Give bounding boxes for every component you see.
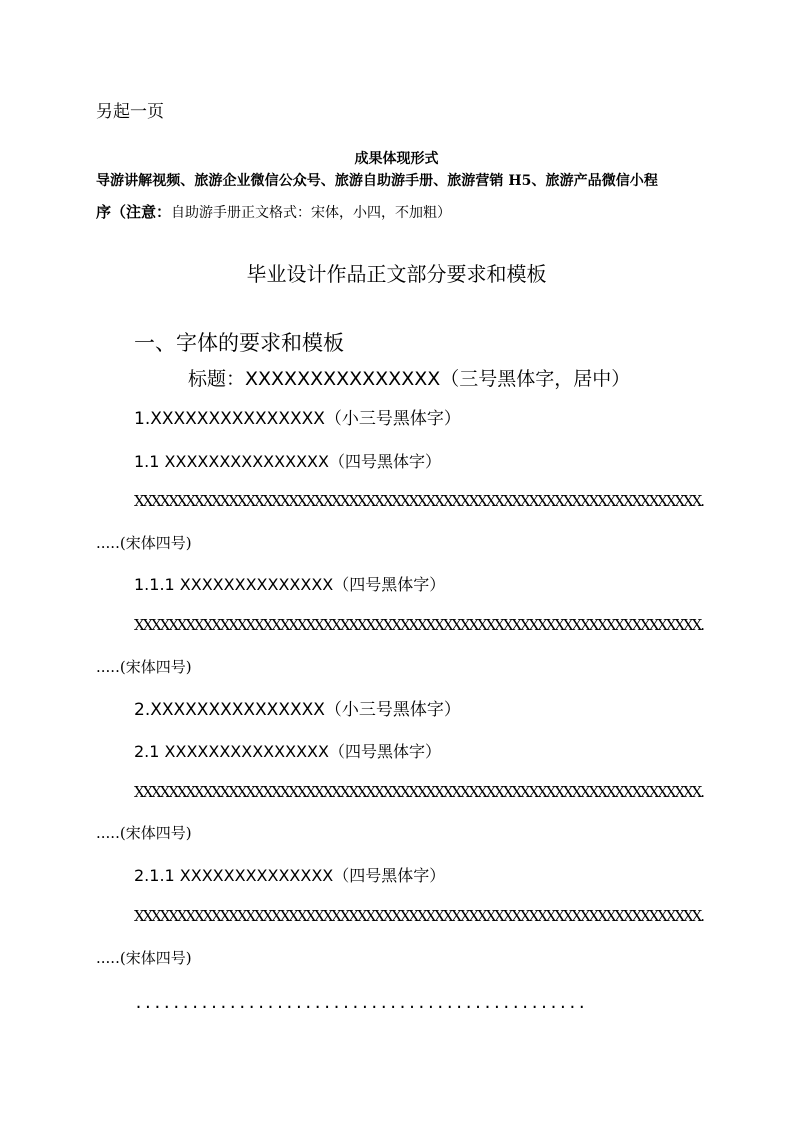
body-note-2-1: .....(宋体四号) bbox=[96, 824, 192, 842]
title-example: 标题：XXXXXXXXXXXXXXX（三号黑体字，居中） bbox=[188, 368, 631, 390]
outcome-line-1: 导游讲解视频、旅游企业微信公众号、旅游自助游手册、旅游营销 H5、旅游产品微信小程 bbox=[96, 173, 658, 189]
heading-1-1: 1.1 XXXXXXXXXXXXXXX（四号黑体字） bbox=[134, 452, 441, 471]
body-note-2-1-1: .....(宋体四号) bbox=[96, 949, 192, 967]
heading-2-1: 2.1 XXXXXXXXXXXXXXX（四号黑体字） bbox=[134, 742, 441, 761]
new-page-note: 另起一页 bbox=[96, 102, 164, 122]
trailing-dots: ................................................ bbox=[134, 994, 587, 1012]
body-line-1-1: XXXXXXXXXXXXXXXXXXXXXXXXXXXXXXXXXXXXXXXXXXXXXXXXXXXXXXXXXXXXXXXXXX. bbox=[134, 492, 703, 510]
heading-2: 2.XXXXXXXXXXXXXXX（小三号黑体字） bbox=[134, 700, 461, 720]
body-line-2-1: XXXXXXXXXXXXXXXXXXXXXXXXXXXXXXXXXXXXXXXXXXXXXXXXXXXXXXXXXXXXXXXXXX. bbox=[134, 783, 703, 801]
body-line-2-1-1: XXXXXXXXXXXXXXXXXXXXXXXXXXXXXXXXXXXXXXXXXXXXXXXXXXXXXXXXXXXXXXXXXX. bbox=[134, 907, 703, 925]
outcome-note-label: 序（注意： bbox=[96, 203, 172, 221]
body-line-1-1-1: XXXXXXXXXXXXXXXXXXXXXXXXXXXXXXXXXXXXXXXXXXXXXXXXXXXXXXXXXXXXXXXXXX. bbox=[134, 616, 703, 634]
outcome-title: 成果体现形式 bbox=[354, 151, 439, 167]
body-note-1-1: .....(宋体四号) bbox=[96, 534, 192, 552]
section-heading: 一、字体的要求和模板 bbox=[134, 331, 344, 355]
outcome-note-text: 自助游手册正文格式：宋体，小四，不加粗） bbox=[171, 205, 452, 221]
main-title: 毕业设计作品正文部分要求和模板 bbox=[246, 262, 547, 286]
body-note-1-1-1: .....(宋体四号) bbox=[96, 658, 192, 676]
outcome-line-2 bbox=[96, 205, 451, 220]
heading-1: 1.XXXXXXXXXXXXXXX（小三号黑体字） bbox=[134, 409, 461, 429]
heading-2-1-1: 2.1.1 XXXXXXXXXXXXXX（四号黑体字） bbox=[134, 866, 446, 885]
heading-1-1-1: 1.1.1 XXXXXXXXXXXXXX（四号黑体字） bbox=[134, 575, 446, 594]
